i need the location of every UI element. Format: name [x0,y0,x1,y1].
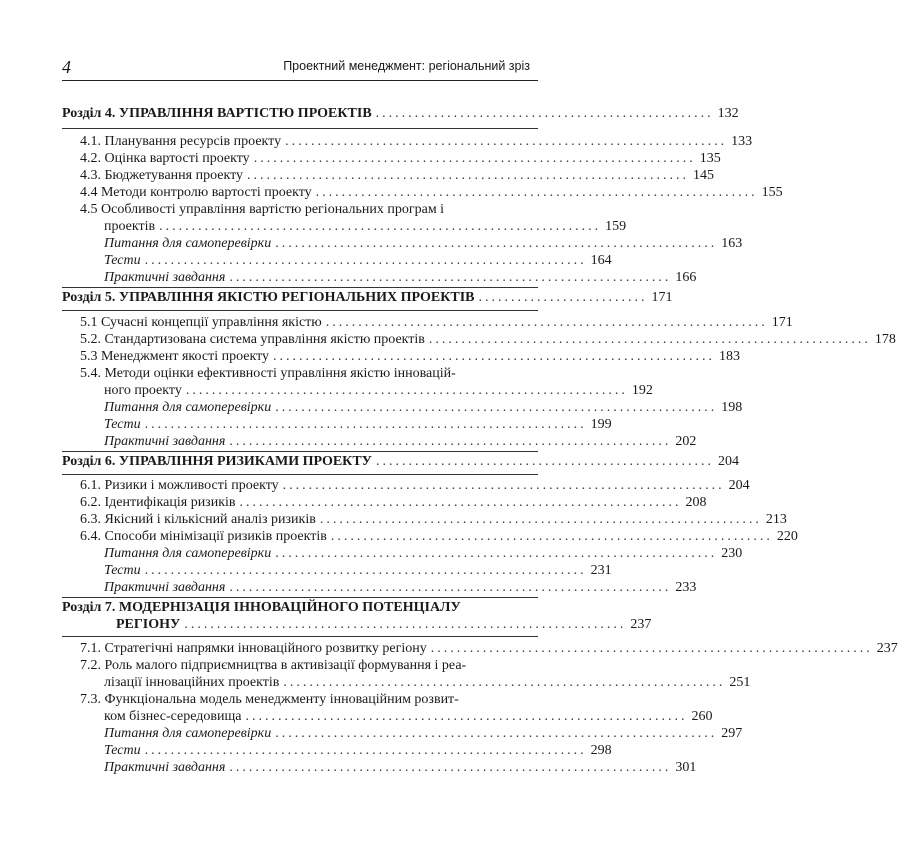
toc-section-title: Розділ 4. УПРАВЛІННЯ ВАРТІСТЮ ПРОЕКТІВ [62,106,372,121]
leader-dots: .................................................................... [275,236,718,251]
section-divider [62,128,538,129]
toc-entry-7-3[interactable] [104,709,713,725]
toc-entry-title: 4.2. Оцінка вартості проекту [80,151,250,166]
leader-dots: .................................................................... [185,383,628,398]
toc-entry-title: 5.3 Менеджмент якості проекту [80,349,270,364]
toc-section-6[interactable] [62,454,739,470]
toc-entry-title: 7.2. Роль малого підприємництва в активізації формування і реа- [80,658,467,673]
section-divider [62,287,538,288]
leader-dots: .................................................... [375,106,714,121]
leader-dots: .................................................................... [319,512,762,527]
toc-entry-title: 4.4 Методи контролю вартості проекту [80,185,312,200]
leader-dots: .................................................................... [159,219,602,234]
toc-entry-title: Практичні завдання [104,270,226,285]
toc-entry-title: 5.2. Стандартизована система управління якістю проектів [80,332,425,347]
toc-entry-5-4[interactable] [104,383,653,399]
toc-page-number: 204 [717,454,739,469]
leader-dots: .................................................................... [144,253,587,268]
toc-entry-title: 7.1. Стратегічні напрямки інноваційного розвитку регіону [80,641,427,656]
toc-entry-7-3-line1[interactable] [80,692,538,708]
leader-dots: .................................................................... [282,478,725,493]
toc-entry-title: Питання для самоперевірки [104,236,272,251]
toc-entry-title: 6.4. Способи мінімізації ризиків проектів [80,529,327,544]
toc-entry-5-2[interactable] [80,332,896,348]
toc-entry-7-practical[interactable] [104,760,697,776]
toc-entry-title: 7.3. Функціональна модель менеджменту інноваційним розвит- [80,692,459,707]
leader-dots: .................................................................... [330,529,773,544]
toc-page-number: 204 [728,478,750,493]
toc-entry-4-questions[interactable] [104,236,743,252]
toc-page-number: 260 [691,709,713,724]
toc-entry-title: 4.1. Планування ресурсів проекту [80,134,282,149]
toc-entry-6-2[interactable] [80,495,707,511]
leader-dots: .................................................................... [275,400,718,415]
toc-entry-title: ного проекту [104,383,182,398]
leader-dots: .................................................................... [229,270,672,285]
toc-page-number: 166 [675,270,697,285]
toc-entry-7-1[interactable] [80,641,898,657]
toc-entry-7-2[interactable] [104,675,751,691]
toc-entry-title: Тести [104,253,141,268]
toc-entry-title: Питання для самоперевірки [104,400,272,415]
toc-entry-title: 6.3. Якісний і кількісний аналіз ризиків [80,512,316,527]
toc-page-number: 251 [729,675,751,690]
toc-entry-title: Тести [104,743,141,758]
leader-dots: .................................................................... [247,168,690,183]
leader-dots: .................................................................... [144,563,587,578]
toc-page-number: 208 [685,495,707,510]
toc-entry-6-practical[interactable] [104,580,697,596]
toc-page-number: 297 [721,726,743,741]
running-header [62,56,538,81]
toc-entry-5-3[interactable] [80,349,741,365]
toc-entry-7-2-line1[interactable] [80,658,538,674]
leader-dots: .................................................................... [430,641,873,656]
leader-dots: .................................................................... [428,332,871,347]
toc-page-number: 171 [651,290,673,305]
toc-entry-title: лізації інноваційних проектів [104,675,280,690]
toc-entry-title: Питання для самоперевірки [104,546,272,561]
toc-section-7-line1[interactable] [62,600,538,616]
leader-dots: .................................................................... [275,726,718,741]
toc-entry-5-1[interactable] [80,315,793,331]
toc-entry-4-5-line1[interactable] [80,202,538,218]
section-divider [62,451,538,452]
toc-entry-5-tests[interactable] [104,417,612,433]
leader-dots: .................................................... [375,454,714,469]
toc-page-number: 237 [630,617,652,632]
toc-entry-title: 4.5 Особливості управління вартістю регіональних програм і [80,202,445,217]
toc-entry-6-tests[interactable] [104,563,612,579]
leader-dots: .................................................................... [229,434,672,449]
toc-page-number: 155 [761,185,783,200]
toc-page-number: 145 [693,168,715,183]
leader-dots: .................................................................... [229,760,672,775]
toc-entry-title: 4.3. Бюджетування проекту [80,168,244,183]
toc-page-number: 230 [721,546,743,561]
toc-entry-6-questions[interactable] [104,546,743,562]
toc-entry-4-5[interactable] [104,219,627,235]
section-divider [62,474,538,475]
running-title: Проектний менеджмент: регіональний зріз [283,59,530,73]
toc-entry-title: 5.4. Методи оцінки ефективності управління якістю інновацій- [80,366,456,381]
leader-dots: .................................................................... [283,675,726,690]
toc-entry-title: 6.2. Ідентифікація ризиків [80,495,236,510]
section-divider [62,636,538,637]
toc-section-title: Розділ 5. УПРАВЛІННЯ ЯКІСТЮ РЕГІОНАЛЬНИХ ПРОЕКТІВ [62,290,475,305]
toc-page-number: 199 [590,417,612,432]
leader-dots: .................................................................... [315,185,758,200]
toc-entry-4-practical[interactable] [104,270,697,286]
section-divider [62,597,538,598]
toc-entry-title: Практичні завдання [104,760,226,775]
toc-entry-4-4[interactable] [80,185,783,201]
toc-page-number: 233 [675,580,697,595]
page-number: 4 [62,57,71,77]
toc-page-number: 198 [721,400,743,415]
toc-entry-7-questions[interactable] [104,726,743,742]
toc-page-number: 164 [590,253,612,268]
toc-entry-title: 5.1 Сучасні концепції управління якістю [80,315,322,330]
toc-entry-title: Питання для самоперевірки [104,726,272,741]
toc-section-title: РЕГІОНУ [116,617,181,632]
toc-page-number: 133 [731,134,753,149]
leader-dots: .................................................................... [239,495,682,510]
leader-dots: .................................................................... [325,315,768,330]
section-divider [62,310,538,311]
leader-dots: .................................................................... [184,617,627,632]
toc-page-number: 132 [717,106,739,121]
leader-dots: .................................................................... [253,151,696,166]
toc-page-number: 183 [719,349,741,364]
toc-page-number: 213 [765,512,787,527]
leader-dots: .................................................................... [144,743,587,758]
toc-entry-title: Тести [104,417,141,432]
leader-dots: .................................................................... [275,546,718,561]
toc-page-number: 178 [874,332,896,347]
toc-section-7[interactable] [116,617,652,633]
toc-page-number: 163 [721,236,743,251]
toc-page-number: 171 [771,315,793,330]
toc-entry-4-2[interactable] [80,151,721,167]
leader-dots: .................................................................... [285,134,728,149]
toc-entry-7-tests[interactable] [104,743,612,759]
leader-dots: .................................................................... [245,709,688,724]
toc-entry-6-3[interactable] [80,512,787,528]
leader-dots: .................................................................... [229,580,672,595]
toc-page-number: 231 [590,563,612,578]
toc-entry-5-4-line1[interactable] [80,366,538,382]
toc-entry-title: Практичні завдання [104,580,226,595]
toc-section-4[interactable] [62,106,739,122]
toc-entry-title: 6.1. Ризики і можливості проекту [80,478,279,493]
toc-page-number: 202 [675,434,697,449]
toc-entry-title: ком бізнес-середовища [104,709,242,724]
toc-section-title: Розділ 6. УПРАВЛІННЯ РИЗИКАМИ ПРОЕКТУ [62,454,372,469]
toc-page-number: 301 [675,760,697,775]
toc-entry-5-practical[interactable] [104,434,697,450]
toc-entry-title: Тести [104,563,141,578]
toc-section-5[interactable] [62,290,673,306]
toc-entry-6-1[interactable] [80,478,750,494]
toc-entry-4-tests[interactable] [104,253,612,269]
toc-page-number: 237 [876,641,898,656]
toc-page-number: 192 [631,383,653,398]
toc-page-number: 298 [590,743,612,758]
leader-dots: .................................................................... [273,349,716,364]
toc-entry-title: Практичні завдання [104,434,226,449]
toc-entry-5-questions[interactable] [104,400,743,416]
toc-section-title: Розділ 7. МОДЕРНІЗАЦІЯ ІННОВАЦІЙНОГО ПОТЕНЦІАЛУ [62,600,461,615]
leader-dots: .................................................................... [144,417,587,432]
toc-page-number: 159 [605,219,627,234]
toc-page-number: 135 [699,151,721,166]
toc-entry-4-3[interactable] [80,168,715,184]
toc-entry-title: проектів [104,219,156,234]
toc-entry-4-1[interactable] [80,134,753,150]
toc-entry-6-4[interactable] [80,529,798,545]
leader-dots: .......................... [478,290,648,305]
toc-page-number: 220 [776,529,798,544]
